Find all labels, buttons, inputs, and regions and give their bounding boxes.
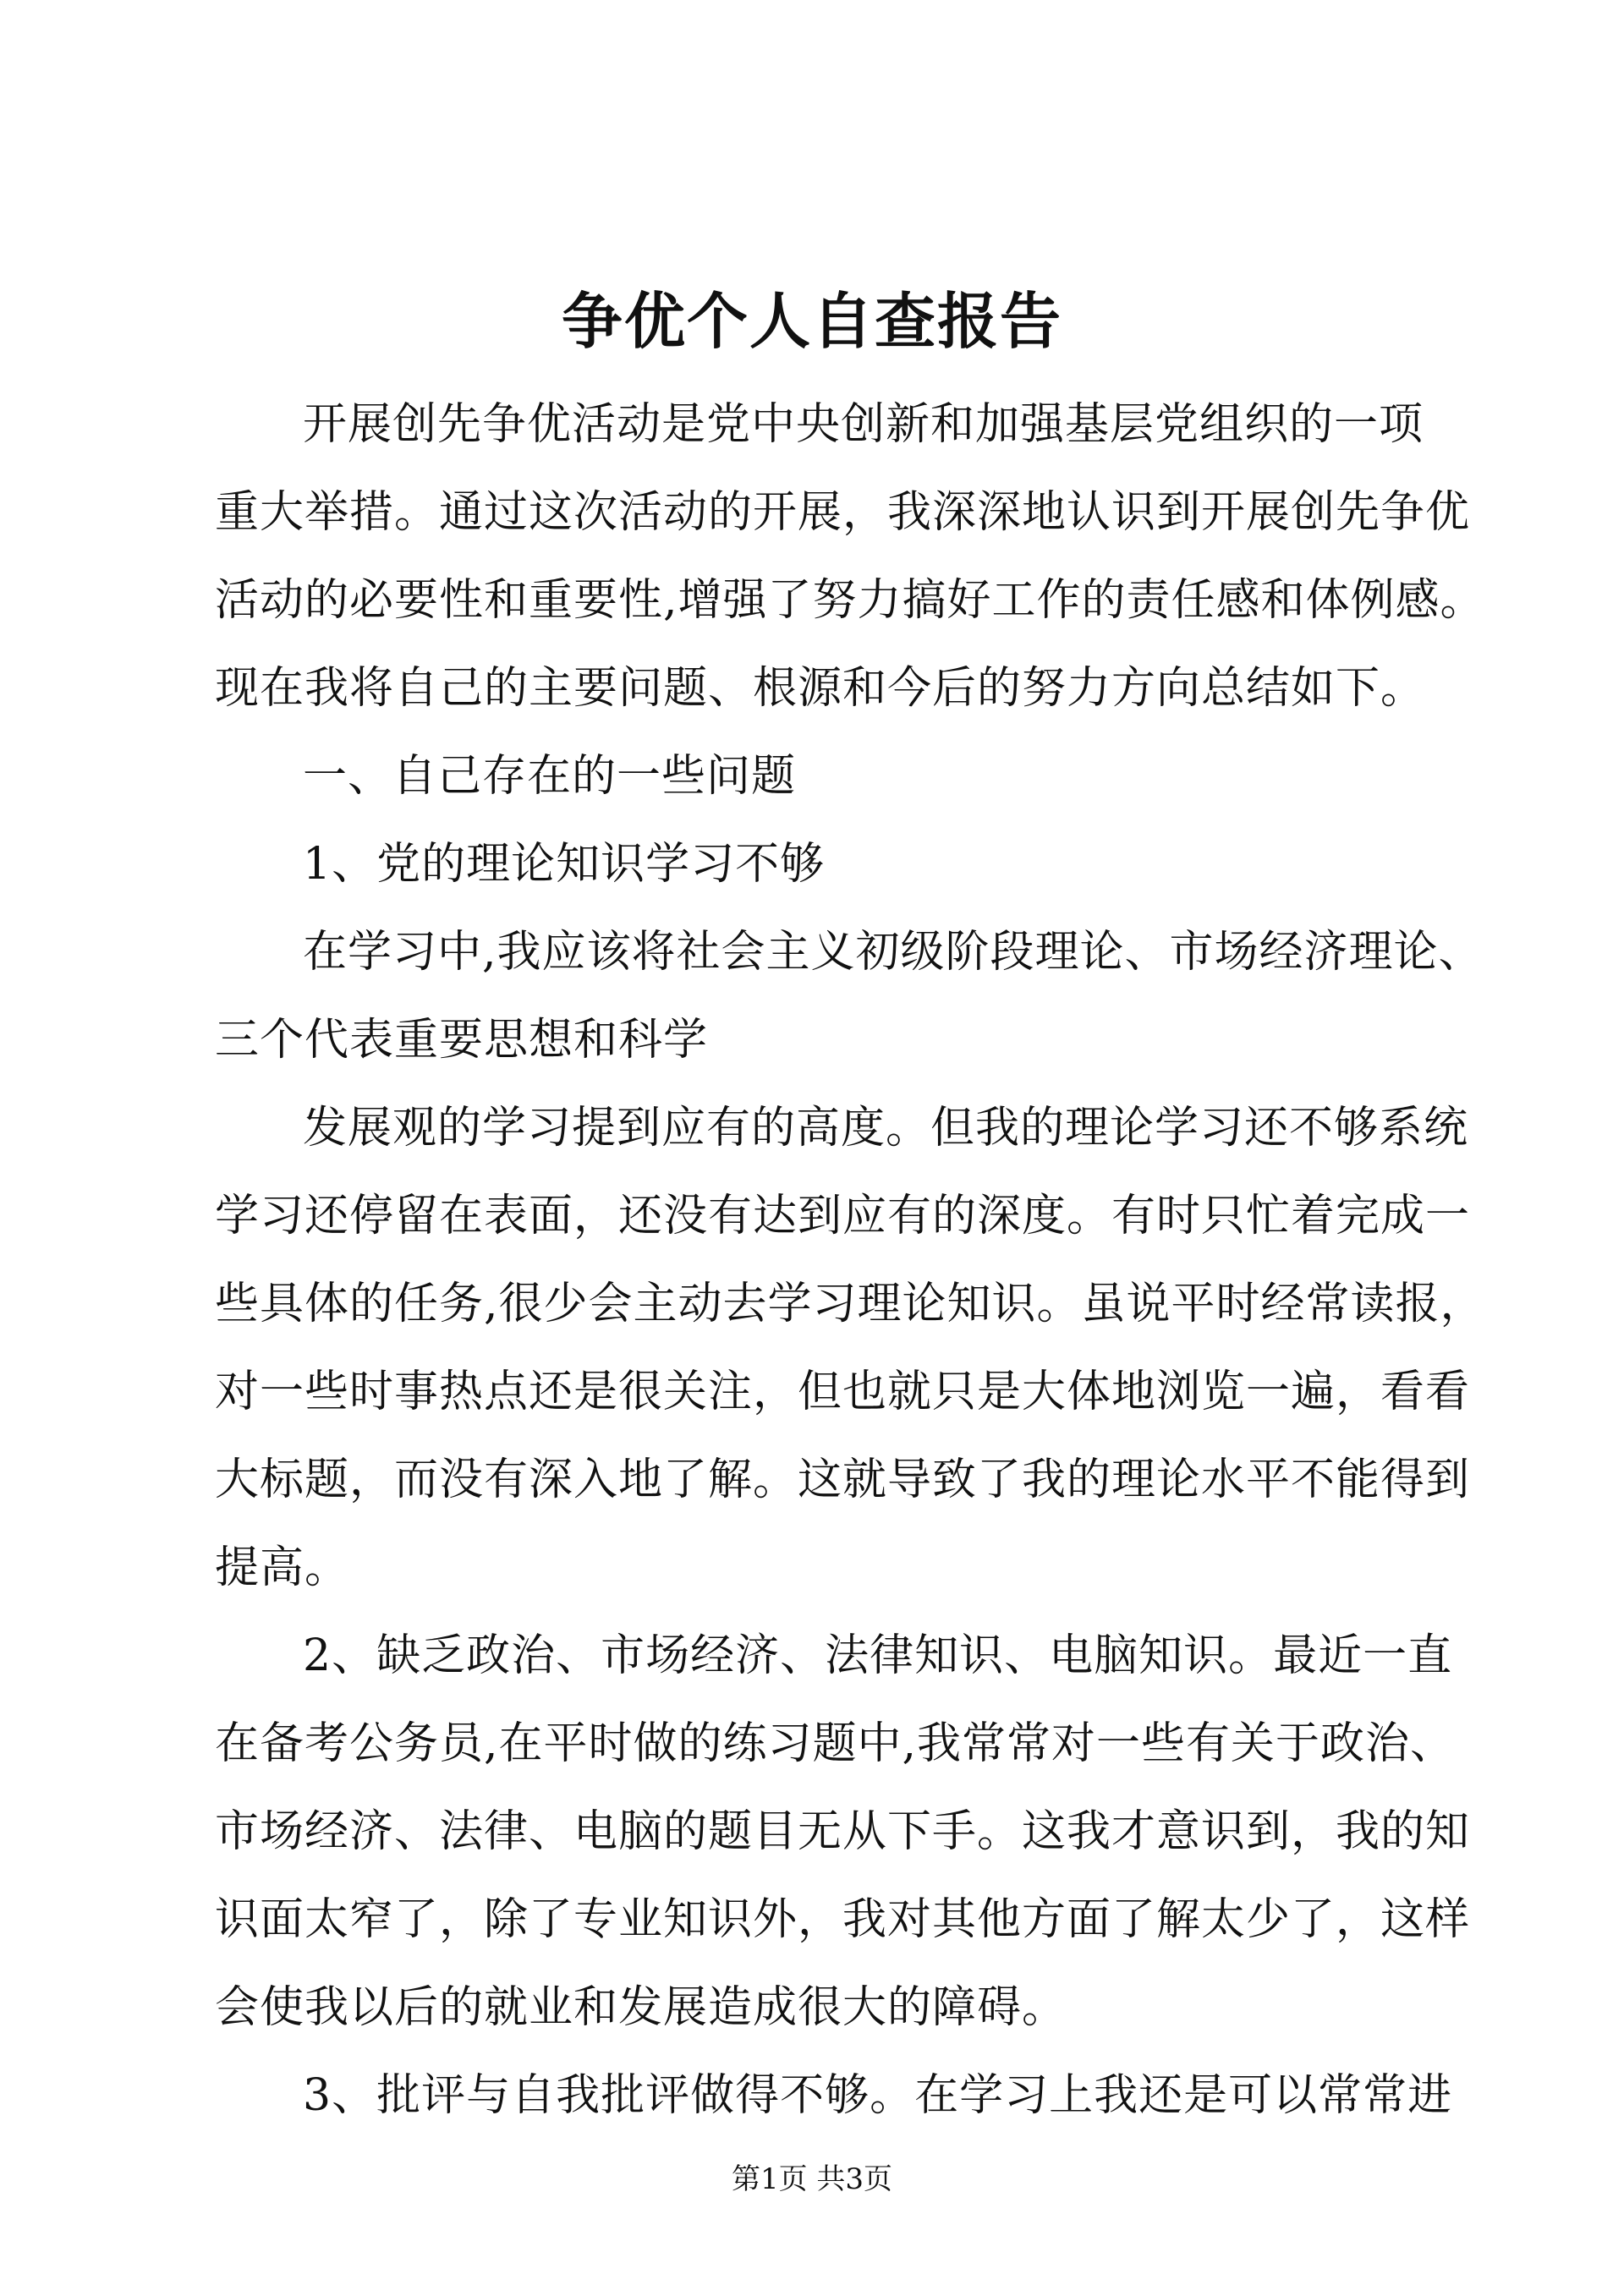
page-footer: 第1页 共3页 (731, 2162, 893, 2196)
paragraph-line: 市场经济、法律、电脑的题目无从下手。这我才意识到，我的知 (215, 1806, 1471, 1857)
document-title: 争优个人自查报告 (561, 285, 1062, 357)
paragraph-line: 在学习中,我应该将社会主义初级阶段理论、市场经济理论、 (303, 927, 1484, 978)
paragraph-line: 3、批评与自我批评做得不够。在学习上我还是可以常常进 (303, 2070, 1453, 2121)
paragraph-line: 大标题，而没有深入地了解。这就导致了我的理论水平不能得到 (215, 1455, 1471, 1505)
paragraph-line: 重大举措。通过这次活动的开展，我深深地认识到开展创先争优 (215, 487, 1471, 538)
paragraph-line: 识面太窄了，除了专业知识外，我对其他方面了解太少了，这样 (215, 1894, 1471, 1945)
paragraph-line: 三个代表重要思想和科学 (215, 1015, 709, 1066)
paragraph-line: 2、缺乏政治、市场经济、法律知识、电脑知识。最近一直 (303, 1630, 1453, 1681)
document-body (215, 381, 1485, 2140)
section-heading: 一、自己存在的一些问题 (303, 751, 797, 802)
paragraph-line: 开展创先争优活动是党中央创新和加强基层党组织的一项 (303, 399, 1424, 450)
paragraph-line: 在备考公务员,在平时做的练习题中,我常常对一些有关于政治、 (215, 1718, 1456, 1769)
paragraph-line: 些具体的任务,很少会主动去学习理论知识。虽说平时经常读报， (215, 1279, 1485, 1329)
paragraph-line: 现在我将自己的主要问题、根源和今后的努力方向总结如下。 (215, 663, 1426, 714)
paragraph-line: 对一些时事热点还是很关注，但也就只是大体地浏览一遍，看看 (215, 1367, 1471, 1417)
paragraph-line: 发展观的学习提到应有的高度。但我的理论学习还不够系统 (303, 1103, 1469, 1153)
paragraph-line: 提高。 (215, 1543, 350, 1593)
paragraph-line: 学习还停留在表面，还没有达到应有的深度。有时只忙着完成一 (215, 1191, 1471, 1241)
paragraph-line: 活动的必要性和重要性,增强了努力搞好工作的责任感和体例感。 (215, 575, 1485, 626)
paragraph-line: 会使我以后的就业和发展造成很大的障碍。 (215, 1982, 1067, 2033)
subsection-heading: 1、党的理论知识学习不够 (303, 839, 826, 890)
